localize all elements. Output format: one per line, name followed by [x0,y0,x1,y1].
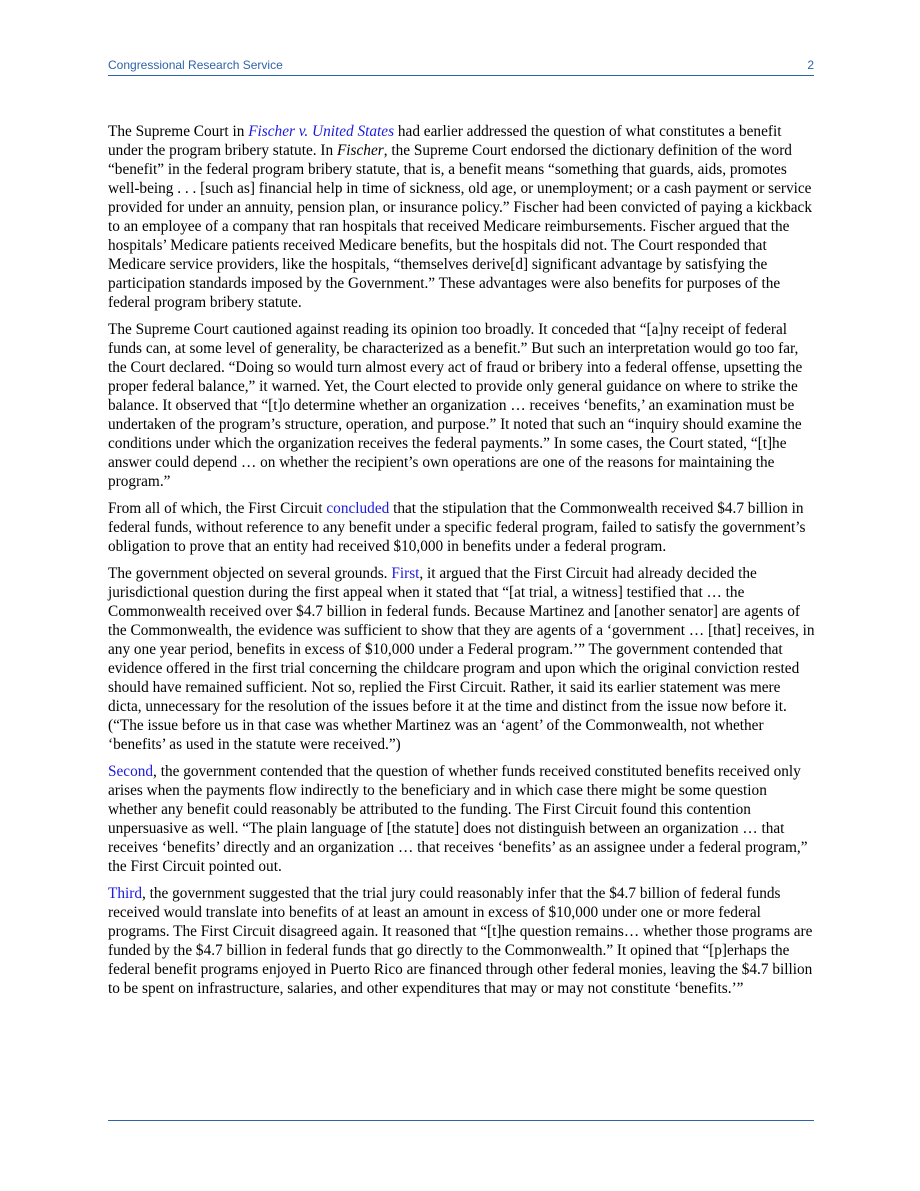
page-number: 2 [807,58,814,72]
text-run: The Supreme Court in [108,123,249,140]
link-first[interactable]: First [391,565,420,582]
text-run: , it argued that the First Circuit had already decided the jurisdictional question during the first appeal when it stated that “[at trial, a witness] testified that … the Commonwealth received over $4.7 billion in federal funds. Because Martinez and [another senator] are agents of the Commonwealth, the evidence was sufficient to show that they are agents of a ‘government … [that] receives, in any one year period, benefits in excess of $10,000 under a Federal program.’” The government contended that evidence offered in the first trial concerning the childcare program and upon which the original conviction rested should have remained sufficient. Not so, replied the First Circuit. Rather, it said its earlier statement was mere dicta, unnecessary for the resolution of the issues before it at the time and distinct from the issue now before it. (“The issue before us in that case was whether Martinez was an ‘agent’ of the Commonwealth, not whether ‘benefits’ as used in the statute were received.”) [108,565,815,753]
text-run: The government objected on several grounds. [108,565,392,582]
footer-divider [108,1120,814,1121]
document-body [108,122,816,1006]
header-source: Congressional Research Service [108,58,283,72]
text-run: , the Supreme Court endorsed the dictionary definition of the word “benefit” in the federal program bribery statute, that is, a benefit means “something that guards, aids, promotes well-being . . . [such as] financial help in time of sickness, old age, or unemployment; or a cash payment or service provided for under an annuity, pension plan, or insurance policy.” Fischer had been convicted of paying a kickback to an employee of a company that ran hospitals that received Medicare reimbursements. Fischer argued that the hospitals’ Medicare patients received Medicare benefits, but the hospitals did not. The Court responded that Medicare service providers, like the hospitals, “themselves derive[d] significant advantage by satisfying the participation standards imposed by the Government.” These advantages were also benefits for purposes of the federal program bribery statute. [108,142,812,311]
case-name-fischer: Fischer [336,142,384,159]
text-run: , the government contended that the question of whether funds received constituted benefits received only arises when the payments flow indirectly to the beneficiary and in which case there might be some question whether any benefit could reasonably be attributed to the funding. The First Circuit found this contention unpersuasive as well. “The plain language of [the statute] does not distinguish between an organization … that receives ‘benefits’ directly and an organization … that receives ‘benefits’ as an assignee under a federal program,” the First Circuit pointed out. [108,763,808,875]
text-run: had earlier addressed the question of what constitutes a benefit under the program bribery statute. In [108,123,782,159]
text-run: From all of which, the First Circuit [108,500,327,517]
text-run: , the government suggested that the trial jury could reasonably infer that the $4.7 billion of federal funds received would translate into benefits of at least an amount in excess of $10,000 under one or more federal programs. The First Circuit disagreed again. It reasoned that “[t]he question remains… whether those programs are funded by the $4.7 billion in federal funds that go directly to the Commonwealth.” It opined that “[p]erhaps the federal benefit programs enjoyed in Puerto Rico are financed through other federal monies, leaving the $4.7 billion to be spent on infrastructure, salaries, and other expenditures that may or may not constitute ‘benefits.’” [108,885,813,997]
paragraph-conclusion [108,499,816,556]
paragraph-second-objection [108,762,816,876]
link-concluded[interactable]: concluded [326,500,390,517]
paragraph-first-objection [108,564,816,754]
link-third[interactable]: Third [108,885,142,902]
link-fischer-v-united-states[interactable]: Fischer v. United States [248,123,395,140]
paragraph-third-objection [108,884,816,998]
link-second[interactable]: Second [108,763,154,780]
page-header [108,57,814,76]
paragraph-fischer [108,122,816,312]
text-run: that the stipulation that the Commonwealth received $4.7 billion in federal funds, without reference to any benefit under a specific federal program, failed to satisfy the government’s obligation to prove that an entity had received $10,000 in benefits under a federal program. [108,500,806,555]
paragraph-caution: The Supreme Court cautioned against reading its opinion too broadly. It conceded that “[a]ny receipt of federal funds can, at some level of generality, be characterized as a benefit.” But such an interpretation would go too far, the Court declared. “Doing so would turn almost every act of fraud or bribery into a federal offense, upsetting the proper federal balance,” it warned. Yet, the Court elected to provide only general guidance on where to strike the balance. It observed that “[t]o determine whether an organization … receives ‘benefits,’ an examination must be undertaken of the program’s structure, operation, and purpose.” It noted that such an “inquiry should examine the conditions under which the organization receives the federal payments.” In some cases, the Court stated, “[t]he answer could depend … on whether the recipient’s own operations are one of the reasons for maintaining the program.” [108,321,803,490]
